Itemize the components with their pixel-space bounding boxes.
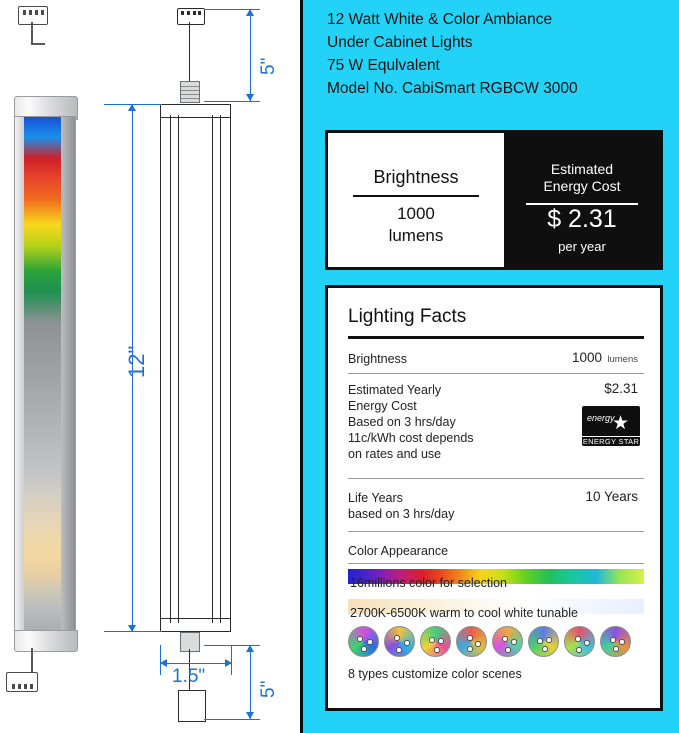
drawing-body	[160, 104, 231, 632]
scene-swatch-5[interactable]	[492, 626, 523, 657]
color-scene-swatch-row	[348, 626, 648, 660]
dimension-label-body-width: 1.5"	[172, 666, 206, 687]
white-tunable-note: 2700K-6500K warm to cool white tunable	[350, 606, 578, 620]
scene-note: 8 types customize color scenes	[348, 667, 522, 681]
facts-brightness-label: Brightness	[348, 352, 408, 366]
energy-star-text: ENERGY STAR	[582, 437, 640, 446]
connector-bottom-drawing	[178, 690, 206, 722]
rgb-led-strip	[24, 117, 63, 631]
power-wire-top	[31, 22, 33, 44]
brightness-title: Brightness	[373, 167, 459, 187]
lighting-facts-label	[325, 285, 663, 711]
dimension-label-bottom-lead: 5"	[258, 680, 279, 698]
connector-top-drawing	[177, 8, 205, 25]
headline-line-4: Model No. CabiSmart RGBCW 3000	[327, 80, 578, 97]
facts-energy-cost-line1: Estimated Yearly	[348, 383, 442, 397]
scene-swatch-6[interactable]	[528, 626, 559, 657]
facts-color-appearance-label: Color Appearance	[348, 544, 449, 558]
energy-cost-title-line2: Energy Cost	[543, 178, 621, 194]
scene-swatch-8[interactable]	[600, 626, 631, 657]
facts-energy-cost-line2: Energy Cost	[348, 399, 417, 413]
lighting-facts-title: Lighting Facts	[348, 306, 467, 327]
facts-energy-cost-line4: 11c/kWh cost depends	[348, 431, 474, 445]
scene-swatch-2[interactable]	[384, 626, 415, 657]
headline-line-2: Under Cabinet Lights	[327, 34, 473, 51]
scene-swatch-4[interactable]	[456, 626, 487, 657]
facts-life-years-label: Life Years	[348, 491, 403, 505]
product-headline	[327, 8, 672, 100]
dimension-label-top-lead: 5"	[258, 57, 279, 75]
facts-brightness-value: 1000	[571, 350, 602, 365]
energy-cost-section	[504, 133, 660, 267]
energy-star-icon	[582, 406, 640, 446]
connector-bottom-render	[6, 672, 38, 692]
power-wire-bottom	[31, 648, 33, 674]
star-icon: ★	[612, 413, 630, 434]
power-wire-top-bend	[31, 43, 45, 45]
facts-life-years-sub: based on 3 hrs/day	[348, 507, 455, 521]
energy-cost-value: $ 2.31	[547, 205, 617, 233]
connector-top-render	[18, 6, 48, 25]
facts-energy-cost-line3: Based on 3 hrs/day	[348, 415, 456, 429]
headline-line-3: 75 W Equlvalent	[327, 57, 440, 74]
end-cap-bottom	[14, 630, 78, 652]
brightness-value: 1000	[397, 204, 435, 223]
drawing-plug-top	[180, 81, 200, 103]
facts-energy-cost-line5: on rates and use	[348, 447, 442, 461]
facts-energy-cost-value: $2.31	[604, 381, 638, 396]
scene-swatch-1[interactable]	[348, 626, 379, 657]
drawing-wire	[189, 22, 190, 82]
energy-cost-period: per year	[558, 239, 606, 254]
headline-line-1: 12 Watt White & Color Ambiance	[327, 11, 553, 28]
brightness-section	[328, 133, 504, 267]
diagram-panel	[0, 0, 300, 733]
brightness-unit: lumens	[388, 226, 444, 245]
energy-star-word: energy	[587, 413, 615, 423]
info-panel	[300, 0, 679, 733]
light-bar-body	[14, 116, 76, 632]
facts-life-years-value: 10 Years	[585, 489, 638, 504]
scene-swatch-3[interactable]	[420, 626, 451, 657]
energy-cost-title-line1: Estimated	[550, 161, 614, 177]
dimension-label-body-length: 12"	[124, 345, 149, 378]
energy-guide-label	[325, 130, 663, 270]
scene-swatch-7[interactable]	[564, 626, 595, 657]
facts-brightness-unit: lumens	[607, 354, 638, 365]
color-selection-note: 16millions color for selection	[350, 576, 508, 590]
